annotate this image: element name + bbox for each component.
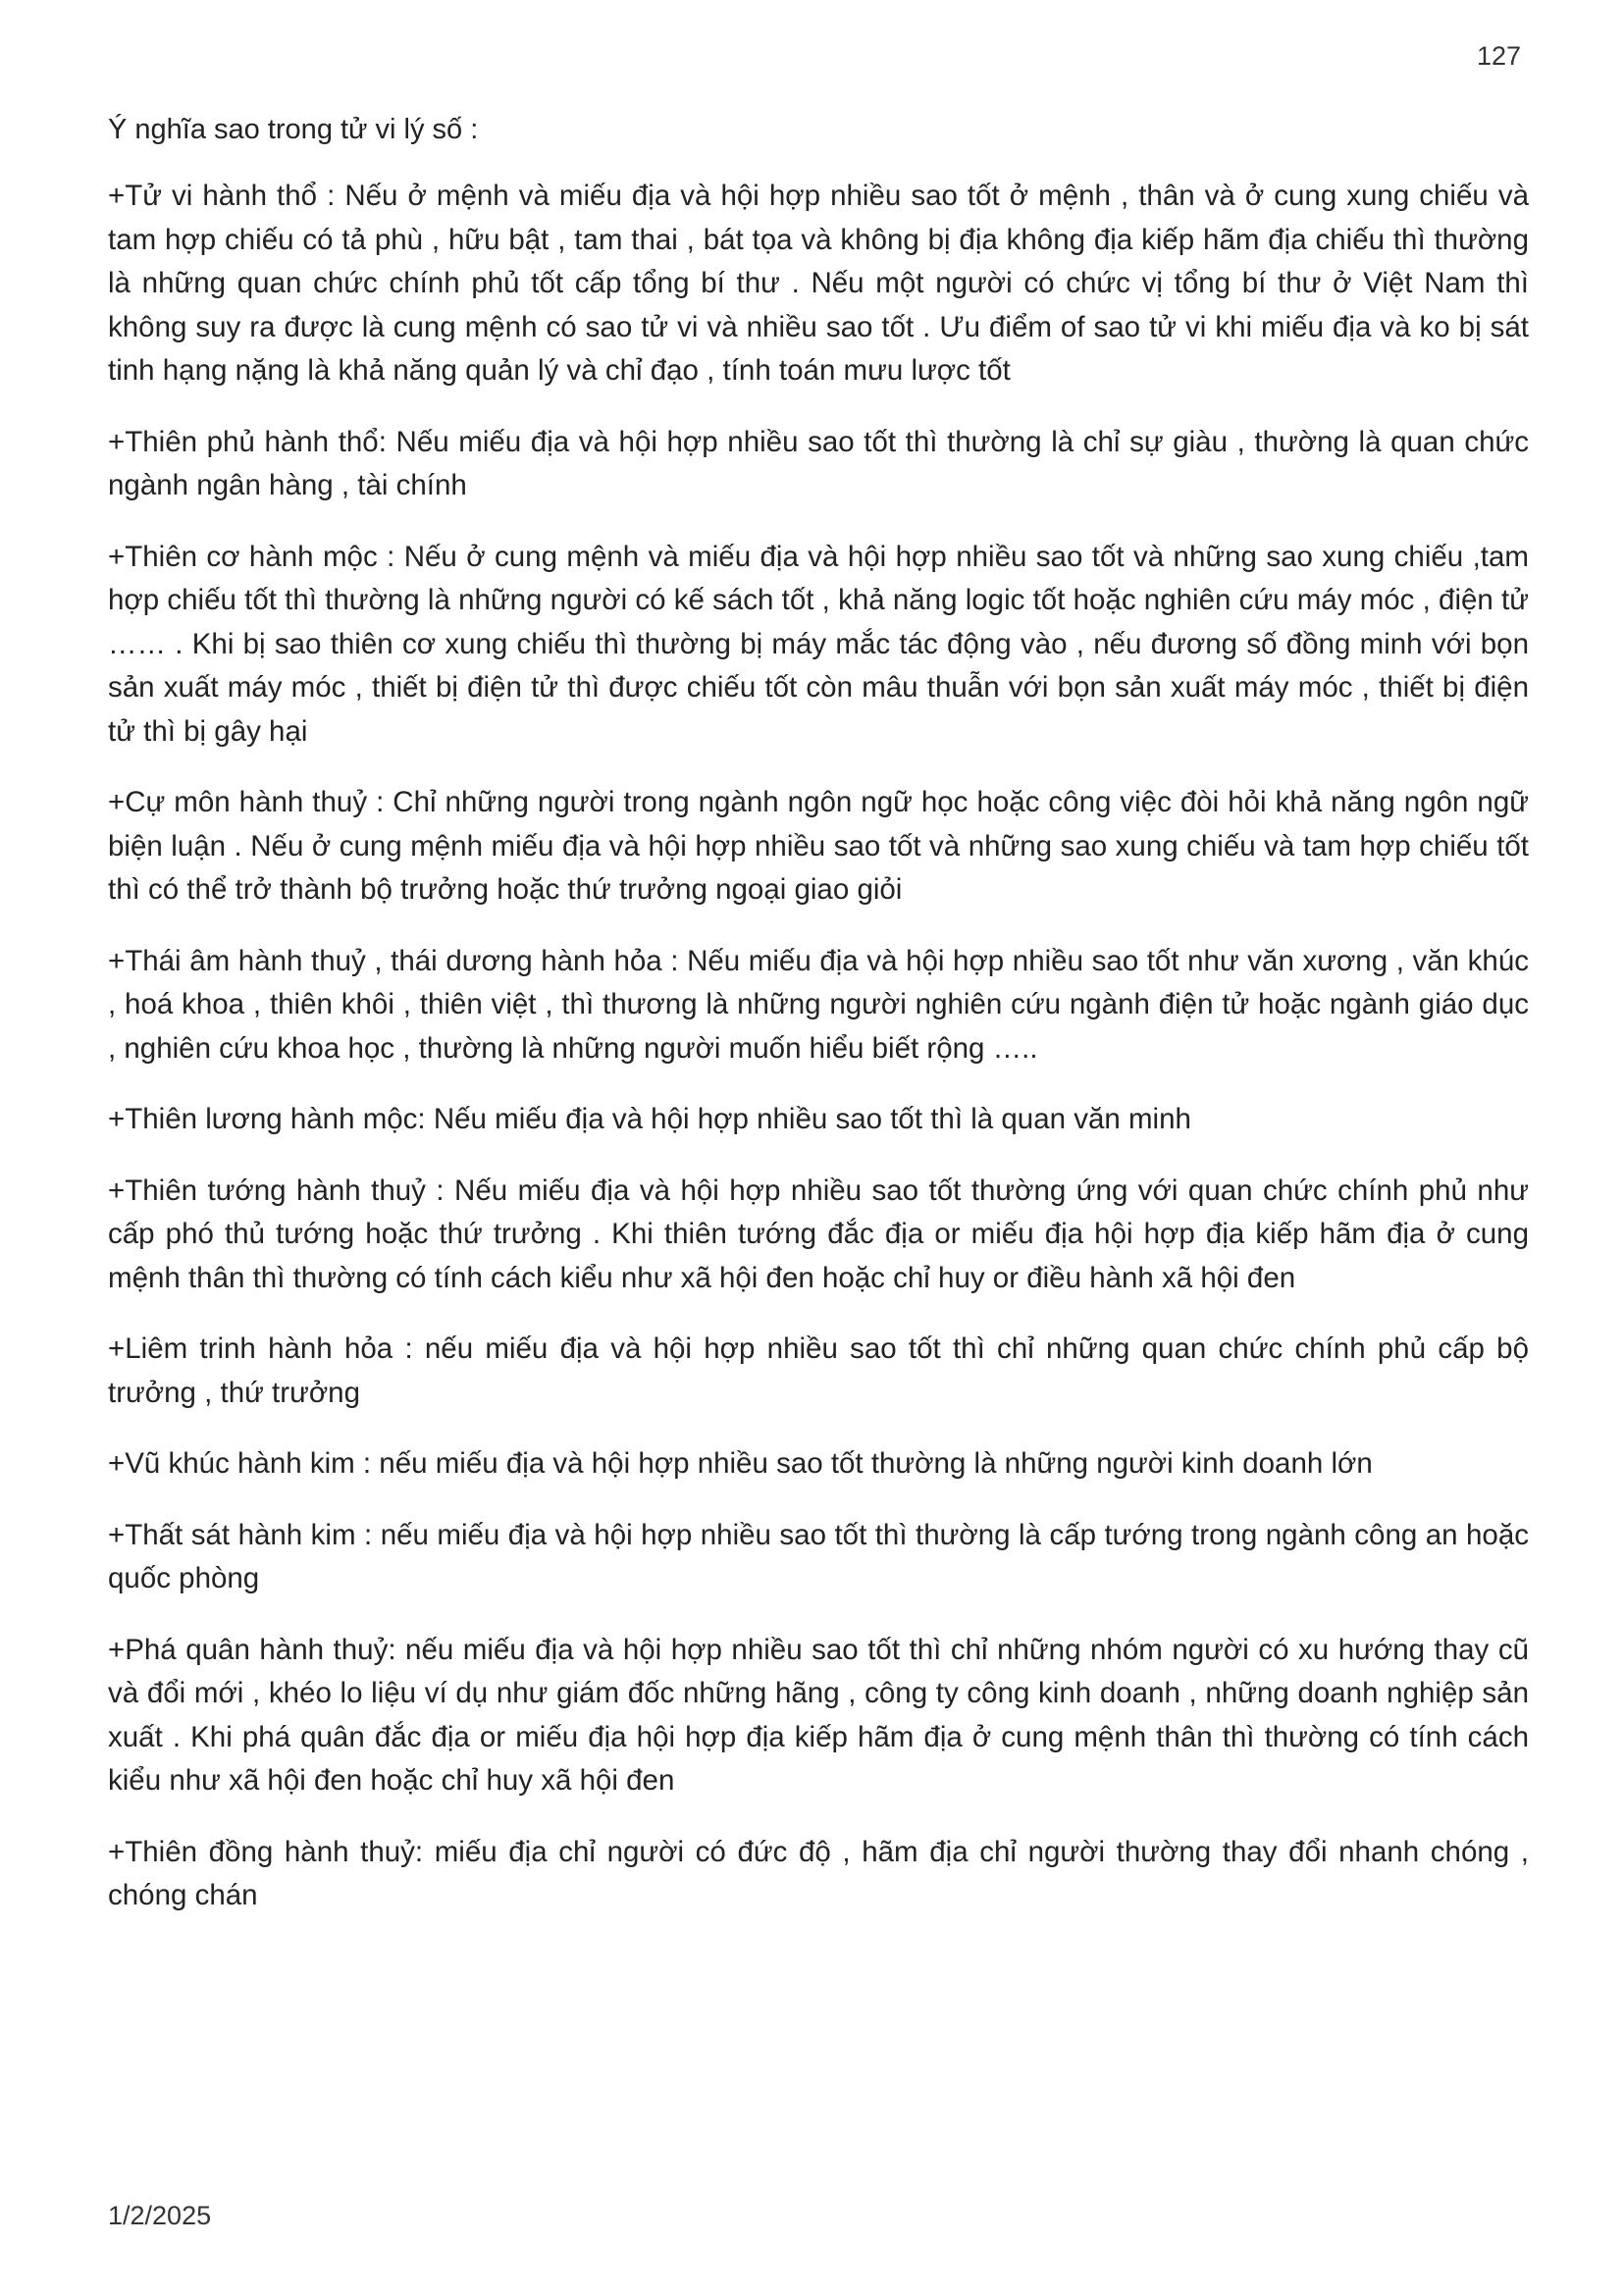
page-number: 127 bbox=[1476, 41, 1521, 71]
document-heading: Ý nghĩa sao trong tử vi lý số : bbox=[108, 114, 479, 145]
paragraph-thien-tuong: +Thiên tướng hành thuỷ : Nếu miếu địa và hội hợp nhiều sao tốt thường ứng với quan chức chính phủ như cấp phó thủ tướng hoặc thứ trưởng . Khi thiên tướng đắc địa or miếu địa hội hợp địa kiếp hãm địa ở cung mệnh thân thì thường có tính cách kiểu như xã hội đen hoặc chỉ huy or điều hành xã hội đen bbox=[108, 1174, 1529, 1294]
paragraph-cu-mon: +Cự môn hành thuỷ : Chỉ những người trong ngành ngôn ngữ học hoặc công việc đòi hỏi khả năng ngôn ngữ biện luận . Nếu ở cung mệnh miếu địa và hội hợp nhiều sao tốt và những sao xung chiếu và tam hợp chiếu tốt thì có thể trở thành bộ trưởng hoặc thứ trưởng ngoại giao giỏi bbox=[108, 786, 1529, 906]
paragraph-that-sat: +Thất sát hành kim : nếu miếu địa và hội hợp nhiều sao tốt thì thường là cấp tướng trong ngành công an hoặc quốc phòng bbox=[108, 1518, 1529, 1594]
paragraph-thien-luong: +Thiên lương hành mộc: Nếu miếu địa và hội hợp nhiều sao tốt thì là quan văn minh bbox=[108, 1103, 1191, 1135]
paragraph-tu-vi: +Tử vi hành thổ : Nếu ở mệnh và miếu địa và hội hợp nhiều sao tốt ở mệnh , thân và ở cung xung chiếu và tam hợp chiếu có tả phù , hữu bật , tam thai , bát tọa và không bị địa không địa kiếp hãm địa chiếu thì thường là những quan chức chính phủ tốt cấp tổng bí thư . Nếu một người có chức vị tổng bí thư ở Việt Nam thì không suy ra được là cung mệnh có sao tử vi và nhiều sao tốt . Ưu điểm of sao tử vi khi miếu địa và ko bị sát tinh hạng nặng là khả năng quản lý và chỉ đạo , tính toán mưu lược tốt bbox=[108, 180, 1529, 387]
paragraph-pha-quan: +Phá quân hành thuỷ: nếu miếu địa và hội hợp nhiều sao tốt thì chỉ những nhóm người có xu hướng thay cũ và đổi mới , khéo lo liệu ví dụ như giám đốc những hãng , công ty công kinh doanh , những doanh nghiệp sản xuất . Khi phá quân đắc địa or miếu địa hội hợp địa kiếp hãm địa ở cung mệnh thân thì thường có tính cách kiểu như xã hội đen hoặc chỉ huy xã hội đen bbox=[108, 1633, 1529, 1797]
footer-date: 1/2/2025 bbox=[108, 2201, 212, 2230]
paragraph-liem-trinh: +Liêm trinh hành hỏa : nếu miếu địa và hội hợp nhiều sao tốt thì chỉ những quan chức chính phủ cấp bộ trưởng , thứ trưởng bbox=[108, 1332, 1529, 1409]
paragraph-thien-phu: +Thiên phủ hành thổ: Nếu miếu địa và hội hợp nhiều sao tốt thì thường là chỉ sự giàu , thường là quan chức ngành ngân hàng , tài chính bbox=[108, 425, 1529, 501]
document-body bbox=[108, 108, 1529, 1946]
paragraph-thai-am-thai-duong: +Thái âm hành thuỷ , thái dương hành hỏa : Nếu miếu địa và hội hợp nhiều sao tốt như văn xương , văn khúc , hoá khoa , thiên khôi , thiên việt , thì thương là những người nghiên cứu ngành điện tử hoặc ngành giáo dục , nghiên cứu khoa học , thường là những người muốn hiểu biết rộng ….. bbox=[108, 944, 1529, 1065]
paragraph-thien-co: +Thiên cơ hành mộc : Nếu ở cung mệnh và miếu địa và hội hợp nhiều sao tốt và những sao xung chiếu ,tam hợp chiếu tốt thì thường là những người có kế sách tốt , khả năng logic tốt hoặc nghiên cứu máy móc , điện tử …… . Khi bị sao thiên cơ xung chiếu thì thường bị máy mắc tác động vào , nếu đương số đồng minh với bọn sản xuất máy móc , thiết bị điện tử thì được chiếu tốt còn mâu thuẫn với bọn sản xuất máy móc , thiết bị điện tử thì bị gây hại bbox=[108, 540, 1529, 748]
paragraph-vu-khuc: +Vũ khúc hành kim : nếu miếu địa và hội hợp nhiều sao tốt thường là những người kinh doanh lớn bbox=[108, 1447, 1373, 1480]
paragraph-thien-dong: +Thiên đồng hành thuỷ: miếu địa chỉ người có đức độ , hãm địa chỉ người thường thay đổi nhanh chóng , chóng chán bbox=[108, 1835, 1529, 1911]
